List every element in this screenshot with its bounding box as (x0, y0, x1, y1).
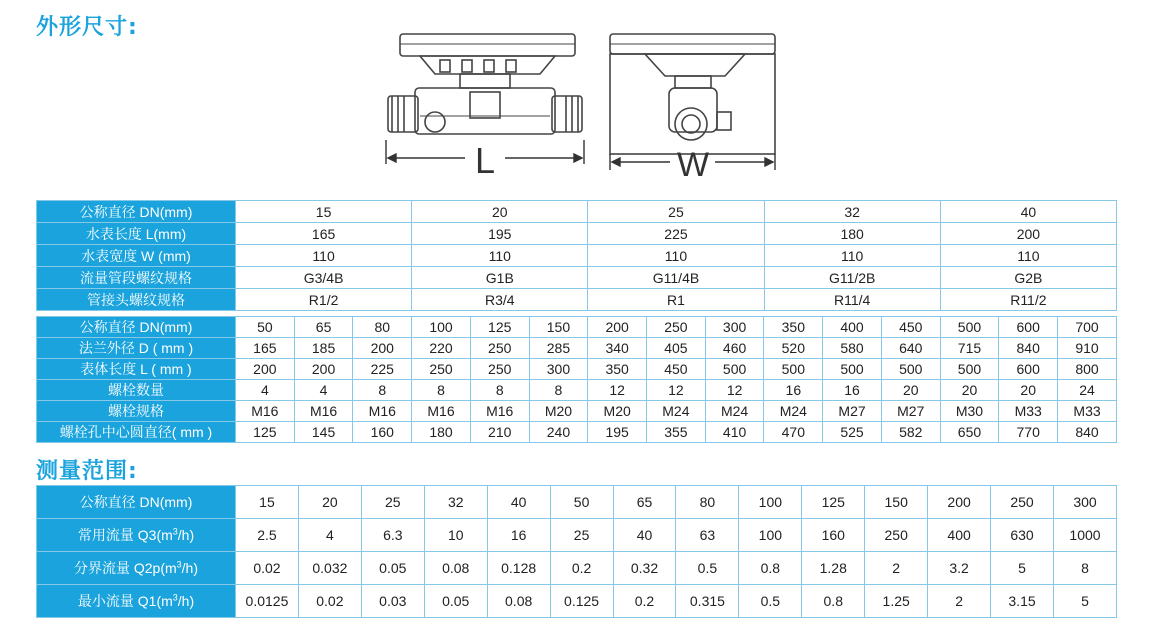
table-row (37, 585, 1117, 618)
table-cell: 450 (881, 317, 940, 338)
row-header-text: 分界流量 Q2p(m (73, 560, 177, 576)
table-cell: 0.05 (424, 585, 487, 618)
table-cell: 125 (802, 486, 865, 519)
table-cell: 300 (705, 317, 764, 338)
table-cell: 0.8 (802, 585, 865, 618)
measure-range-heading: 测量范围: (36, 459, 138, 484)
table-cell: 15 (236, 486, 299, 519)
table-cell: 40 (613, 519, 676, 552)
table-cell: 20 (881, 380, 940, 401)
table-cell: 2 (928, 585, 991, 618)
table-cell: 450 (647, 359, 706, 380)
table-cell: 1000 (1053, 519, 1116, 552)
row-header: 螺栓规格 (37, 401, 236, 422)
table-cell: 145 (294, 422, 353, 443)
table-cell: M16 (236, 401, 295, 422)
table-cell: 0.2 (550, 552, 613, 585)
table-cell: 20 (298, 486, 361, 519)
table-cell: 40 (487, 486, 550, 519)
table-cell: 15 (236, 201, 412, 223)
table-cell: 700 (1058, 317, 1117, 338)
table-cell: 200 (940, 223, 1116, 245)
table-row (37, 519, 1117, 552)
table-cell: M24 (647, 401, 706, 422)
row-header: 流量管段螺纹规格 (37, 267, 236, 289)
table-cell: 24 (1058, 380, 1117, 401)
table-cell: 50 (236, 317, 295, 338)
table-cell: G2B (940, 267, 1116, 289)
flow-range-table (36, 485, 1117, 618)
table-cell: 1.28 (802, 552, 865, 585)
table-cell: 50 (550, 486, 613, 519)
table-cell: 2.5 (236, 519, 299, 552)
row-header (37, 552, 236, 585)
table-cell: 0.8 (739, 552, 802, 585)
table-cell: M16 (470, 401, 529, 422)
table-cell: 3.2 (928, 552, 991, 585)
table-cell: 125 (236, 422, 295, 443)
table-cell: M27 (881, 401, 940, 422)
table-cell: 65 (294, 317, 353, 338)
table-cell: 405 (647, 338, 706, 359)
table-cell: 0.05 (361, 552, 424, 585)
table-cell: 110 (764, 245, 940, 267)
table-row (37, 317, 1117, 338)
table-row (37, 223, 1117, 245)
table-cell: 840 (999, 338, 1058, 359)
table-cell: 180 (764, 223, 940, 245)
table-cell: 715 (940, 338, 999, 359)
table-row (37, 201, 1117, 223)
row-header: 水表长度 L(mm) (37, 223, 236, 245)
table-cell: 110 (588, 245, 764, 267)
table-cell: 165 (236, 338, 295, 359)
table-cell: 80 (353, 317, 412, 338)
length-label: L (474, 140, 496, 180)
table-cell: 12 (588, 380, 647, 401)
table-cell: 210 (470, 422, 529, 443)
table-cell: 110 (236, 245, 412, 267)
table-cell: 8 (1053, 552, 1116, 585)
row-header: 法兰外径 D ( mm ) (37, 338, 236, 359)
table-cell: 0.128 (487, 552, 550, 585)
table-cell: 125 (470, 317, 529, 338)
table-cell: 32 (424, 486, 487, 519)
table-cell: 3.15 (991, 585, 1054, 618)
table-cell: 200 (353, 338, 412, 359)
table-cell: 0.032 (298, 552, 361, 585)
table-cell: M20 (529, 401, 588, 422)
table-cell: 25 (588, 201, 764, 223)
table-cell: 110 (940, 245, 1116, 267)
table-cell: 10 (424, 519, 487, 552)
table-cell: 400 (928, 519, 991, 552)
table-cell: 12 (647, 380, 706, 401)
table-cell: 300 (1053, 486, 1116, 519)
meter-front-view-drawing (380, 30, 590, 180)
table-cell: 250 (470, 338, 529, 359)
table-row (37, 245, 1117, 267)
table-cell: M16 (412, 401, 471, 422)
table-cell: 220 (412, 338, 471, 359)
table-cell: 400 (823, 317, 882, 338)
row-header-text: 常用流量 Q3(m (77, 527, 173, 543)
table-cell: 800 (1058, 359, 1117, 380)
table-cell: 520 (764, 338, 823, 359)
table-cell: 200 (236, 359, 295, 380)
table-cell: 840 (1058, 422, 1117, 443)
table-cell: 12 (705, 380, 764, 401)
table-cell: 355 (647, 422, 706, 443)
table-cell: 4 (294, 380, 353, 401)
table-cell: 80 (676, 486, 739, 519)
table-cell: R11/2 (940, 289, 1116, 311)
table-cell: 350 (588, 359, 647, 380)
table-cell: 150 (865, 486, 928, 519)
table-cell: 640 (881, 338, 940, 359)
table-cell: 0.08 (487, 585, 550, 618)
table-cell: 25 (550, 519, 613, 552)
table-cell: 500 (940, 317, 999, 338)
table-cell: 0.0125 (236, 585, 299, 618)
table-cell: 0.02 (298, 585, 361, 618)
table-cell: 160 (353, 422, 412, 443)
meter-side-view-drawing (605, 30, 780, 180)
table-cell: 630 (991, 519, 1054, 552)
table-cell: 6.3 (361, 519, 424, 552)
table-row (37, 552, 1117, 585)
table-cell: 180 (412, 422, 471, 443)
row-header: 公称直径 DN(mm) (37, 201, 236, 223)
table-cell: 8 (353, 380, 412, 401)
table-cell: M30 (940, 401, 999, 422)
table-cell: 0.2 (613, 585, 676, 618)
table-cell: G3/4B (236, 267, 412, 289)
table-cell: 20 (999, 380, 1058, 401)
table-cell: 250 (865, 519, 928, 552)
table-cell: 600 (999, 359, 1058, 380)
row-header: 表体长度 L ( mm ) (37, 359, 236, 380)
table-cell: 340 (588, 338, 647, 359)
table-cell: 410 (705, 422, 764, 443)
table-cell: 240 (529, 422, 588, 443)
table-cell: G11/2B (764, 267, 940, 289)
table-row (37, 289, 1117, 311)
row-header (37, 585, 236, 618)
table-row (37, 338, 1117, 359)
table-cell: M20 (588, 401, 647, 422)
table-cell: 0.08 (424, 552, 487, 585)
table-cell: 8 (412, 380, 471, 401)
table-cell: M33 (999, 401, 1058, 422)
table-cell: 500 (823, 359, 882, 380)
table-cell: 32 (764, 201, 940, 223)
table-row (37, 401, 1117, 422)
table-cell: 200 (928, 486, 991, 519)
row-header-superscript: 3 (176, 559, 182, 570)
row-header: 公称直径 DN(mm) (37, 317, 236, 338)
table-row (37, 422, 1117, 443)
row-header: 螺栓孔中心圆直径( mm ) (37, 422, 236, 443)
table-cell: 0.32 (613, 552, 676, 585)
row-header-unit: /h) (181, 560, 199, 576)
table-cell: 300 (529, 359, 588, 380)
table-cell: 0.5 (676, 552, 739, 585)
table-cell: 5 (991, 552, 1054, 585)
row-header-unit: /h) (177, 527, 195, 543)
table-cell: 470 (764, 422, 823, 443)
table-cell: G1B (412, 267, 588, 289)
table-cell: 20 (412, 201, 588, 223)
table-cell: 600 (999, 317, 1058, 338)
table-cell: 4 (298, 519, 361, 552)
table-cell: 225 (588, 223, 764, 245)
table-row (37, 486, 1117, 519)
table-cell: M16 (294, 401, 353, 422)
table-cell: 185 (294, 338, 353, 359)
table-cell: M24 (705, 401, 764, 422)
table-cell: 16 (764, 380, 823, 401)
table-cell: 150 (529, 317, 588, 338)
table-cell: 100 (739, 486, 802, 519)
table-cell: 0.02 (236, 552, 299, 585)
table-cell: 8 (529, 380, 588, 401)
table-cell: 650 (940, 422, 999, 443)
table-cell: 525 (823, 422, 882, 443)
table-cell: R1 (588, 289, 764, 311)
row-header-text: 公称直径 DN(mm) (79, 494, 193, 510)
table-cell: 0.315 (676, 585, 739, 618)
table-cell: 250 (470, 359, 529, 380)
table-cell: 2 (865, 552, 928, 585)
table-cell: 580 (823, 338, 882, 359)
table-row (37, 380, 1117, 401)
table-cell: 25 (361, 486, 424, 519)
table-cell: 0.125 (550, 585, 613, 618)
table-cell: 63 (676, 519, 739, 552)
row-header (37, 519, 236, 552)
dimensions-heading: 外形尺寸: (36, 15, 138, 40)
table-cell: 5 (1053, 585, 1116, 618)
row-header-superscript: 3 (172, 592, 178, 603)
table-cell: 165 (236, 223, 412, 245)
table-cell: M24 (764, 401, 823, 422)
table-cell: 225 (353, 359, 412, 380)
table-cell: 0.03 (361, 585, 424, 618)
threaded-dimensions-table (36, 200, 1117, 311)
table-cell: 8 (470, 380, 529, 401)
row-header-text: 最小流量 Q1(m (77, 593, 173, 609)
table-cell: 460 (705, 338, 764, 359)
table-cell: 100 (412, 317, 471, 338)
table-cell: 250 (647, 317, 706, 338)
table-cell: G11/4B (588, 267, 764, 289)
row-header: 水表宽度 W (mm) (37, 245, 236, 267)
table-cell: 195 (412, 223, 588, 245)
row-header: 螺栓数量 (37, 380, 236, 401)
row-header: 管接头螺纹规格 (37, 289, 236, 311)
table-cell: 910 (1058, 338, 1117, 359)
table-row (37, 359, 1117, 380)
row-header-unit: /h) (177, 593, 195, 609)
table-cell: 4 (236, 380, 295, 401)
table-cell: M16 (353, 401, 412, 422)
table-cell: 160 (802, 519, 865, 552)
table-cell: 250 (991, 486, 1054, 519)
table-cell: R3/4 (412, 289, 588, 311)
table-cell: 110 (412, 245, 588, 267)
table-cell: M27 (823, 401, 882, 422)
table-cell: 285 (529, 338, 588, 359)
table-cell: R11/4 (764, 289, 940, 311)
row-header (37, 486, 236, 519)
table-cell: 1.25 (865, 585, 928, 618)
table-cell: 200 (294, 359, 353, 380)
table-cell: 195 (588, 422, 647, 443)
table-cell: 100 (739, 519, 802, 552)
table-cell: R1/2 (236, 289, 412, 311)
table-row (37, 267, 1117, 289)
table-cell: 40 (940, 201, 1116, 223)
table-cell: 770 (999, 422, 1058, 443)
width-label: W (676, 146, 710, 180)
table-cell: 20 (940, 380, 999, 401)
table-cell: 350 (764, 317, 823, 338)
table-cell: 250 (412, 359, 471, 380)
row-header-superscript: 3 (172, 526, 178, 537)
table-cell: 582 (881, 422, 940, 443)
table-cell: 0.5 (739, 585, 802, 618)
table-cell: 500 (705, 359, 764, 380)
flanged-dimensions-table (36, 316, 1117, 443)
table-cell: 16 (823, 380, 882, 401)
table-cell: 500 (764, 359, 823, 380)
table-cell: 65 (613, 486, 676, 519)
table-cell: 500 (881, 359, 940, 380)
table-cell: 500 (940, 359, 999, 380)
table-cell: M33 (1058, 401, 1117, 422)
table-cell: 16 (487, 519, 550, 552)
table-cell: 200 (588, 317, 647, 338)
